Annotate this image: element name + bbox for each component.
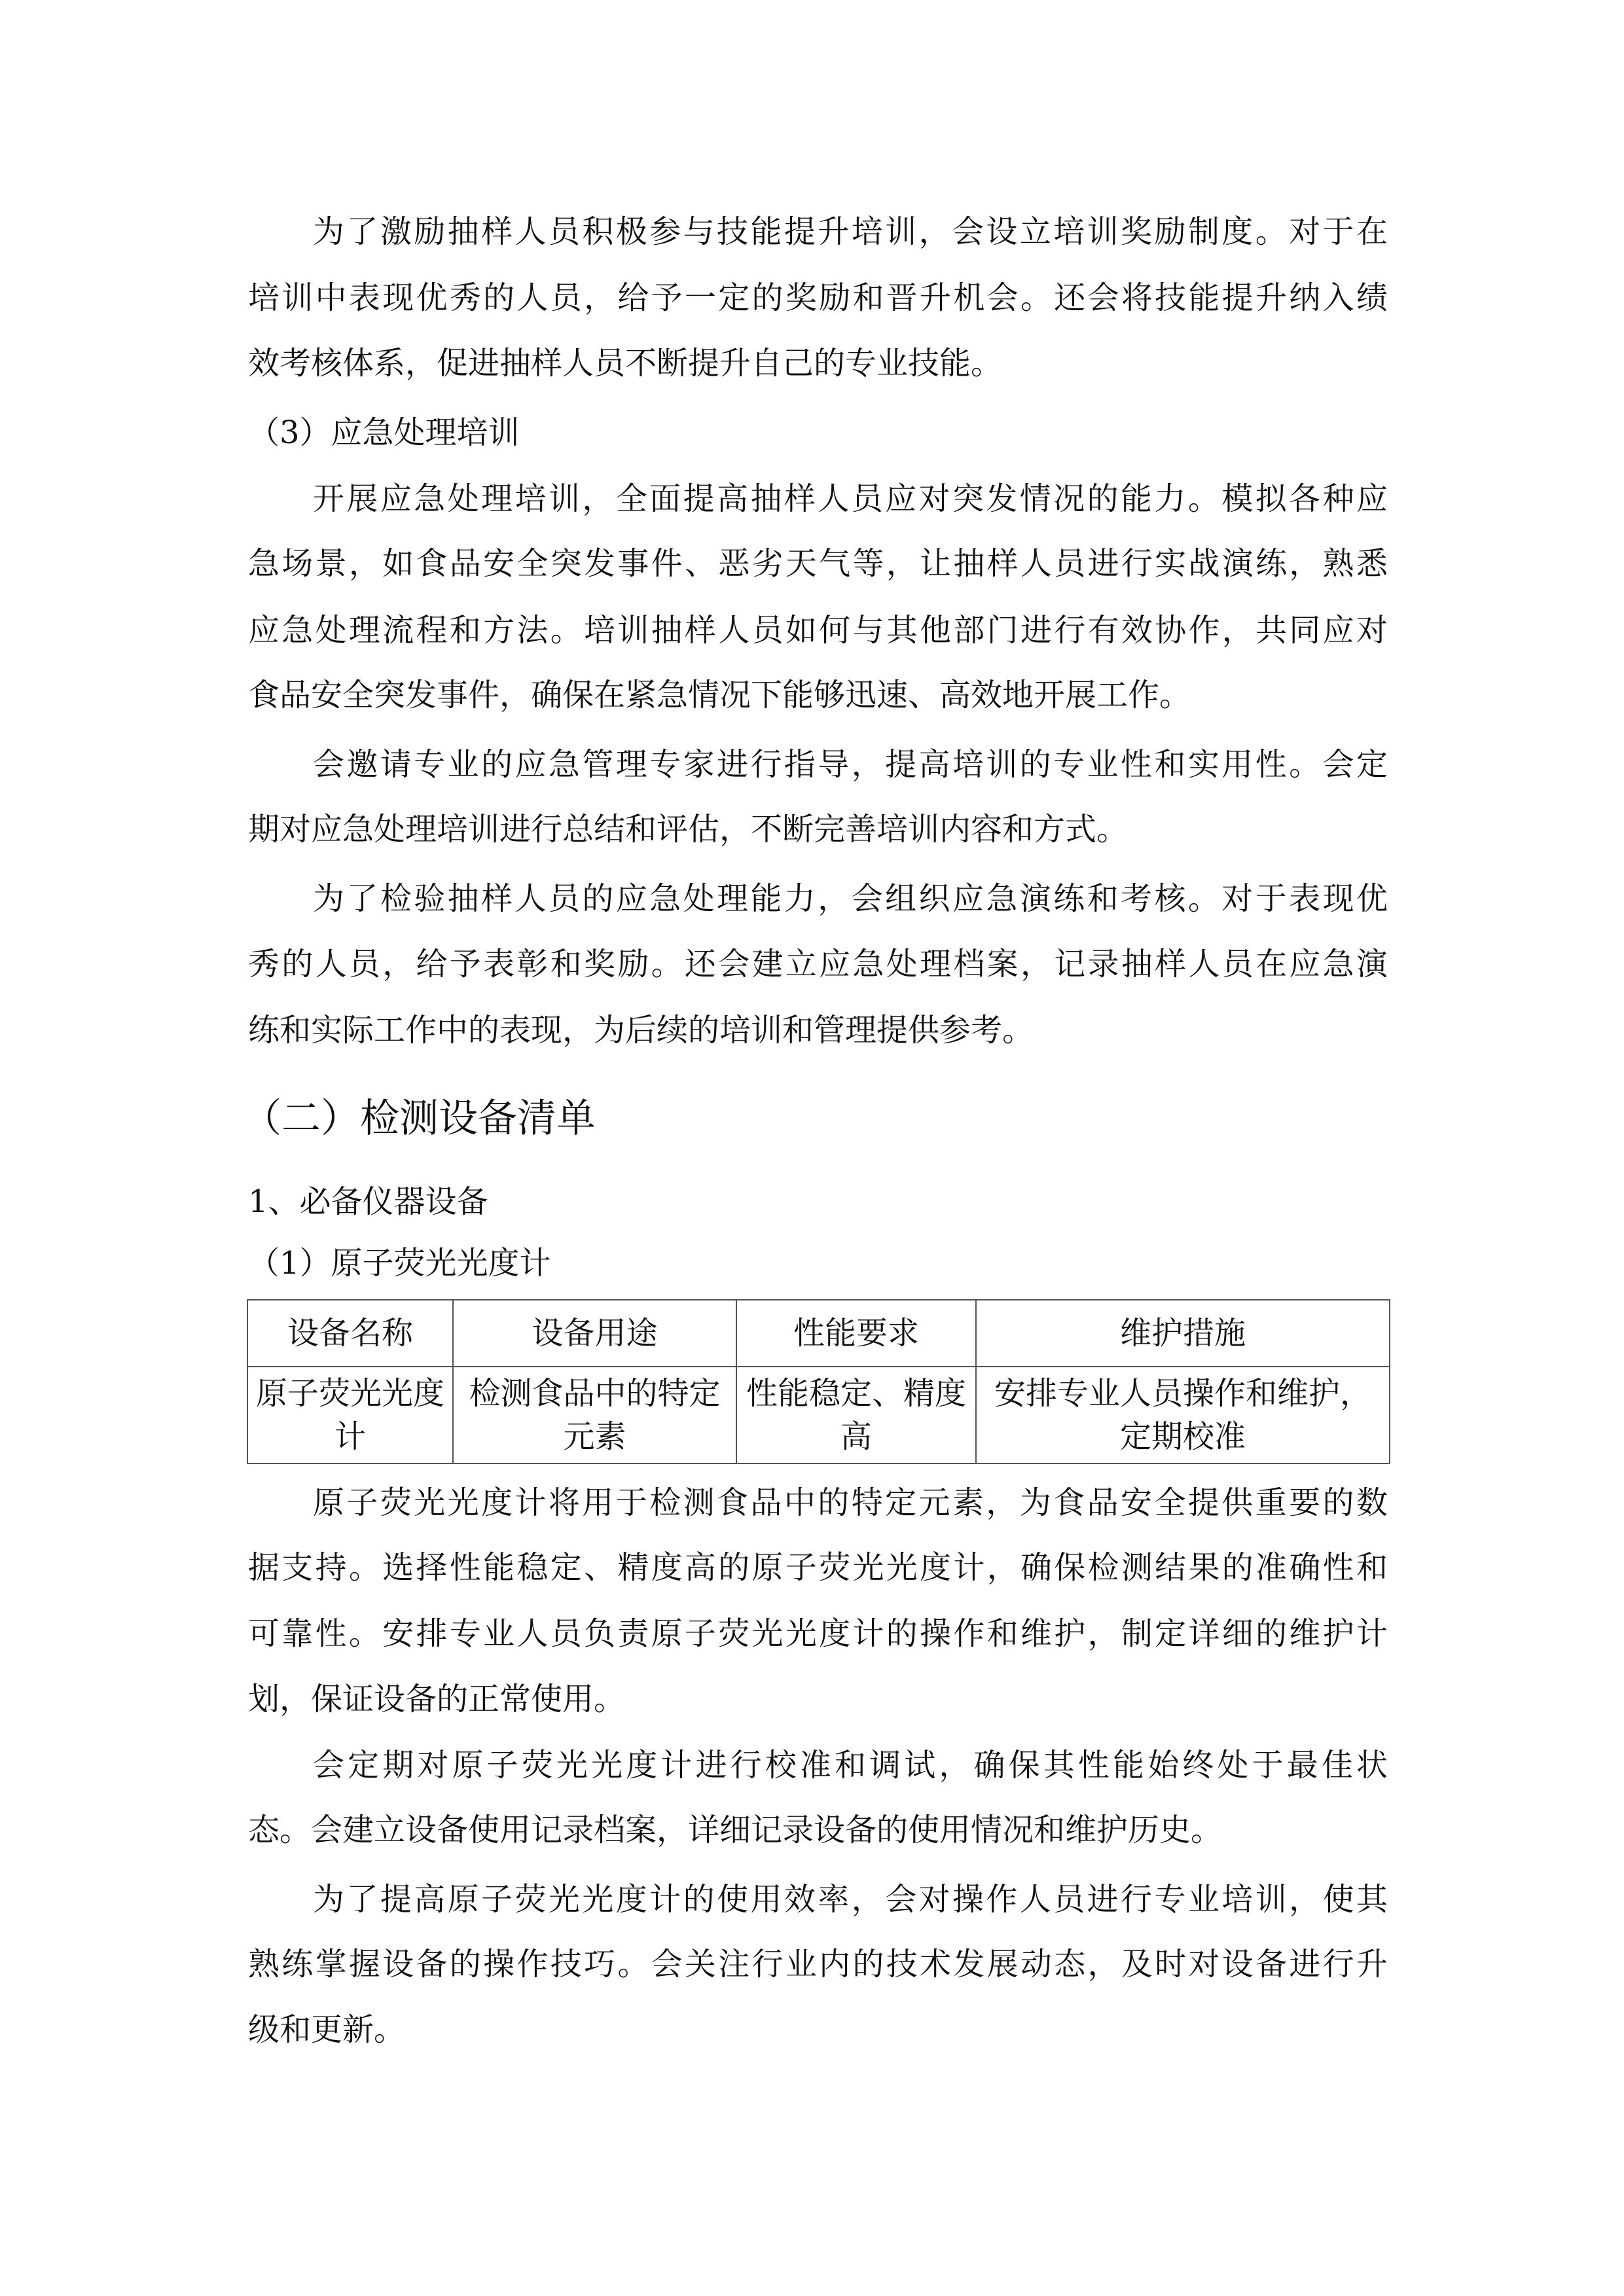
- table-cell: 检测食品中的特定元素: [453, 1367, 736, 1463]
- p-afs-1-line: 可靠性。安排专业人员负责原子荧光光度计的操作和维护，制定详细的维护计: [248, 1615, 1388, 1652]
- p-emergency-3-line: 练和实际工作中的表现，为后续的培训和管理提供参考。: [248, 1012, 1034, 1049]
- table-header-cell: 设备用途: [453, 1300, 736, 1367]
- p-incentive-line: 效考核体系，促进抽样人员不断提升自己的专业技能。: [248, 345, 1003, 382]
- table-header-cell: 设备名称: [247, 1300, 453, 1367]
- p-emergency-1-line: 应急处理流程和方法。培训抽样人员如何与其他部门进行有效协作，共同应对: [248, 612, 1388, 649]
- p-incentive-line: 为了激励抽样人员积极参与技能提升培训，会设立培训奖励制度。对于在: [313, 213, 1388, 250]
- table-cell: 安排专业人员操作和维护，定期校准: [976, 1367, 1390, 1463]
- p-emergency-3-line: 秀的人员，给予表彰和奖励。还会建立应急处理档案，记录抽样人员在应急演: [248, 946, 1388, 982]
- p-afs-2-line: 会定期对原子荧光光度计进行校准和调试，确保其性能始终处于最佳状: [313, 1747, 1388, 1784]
- p-incentive-line: 培训中表现优秀的人员，给予一定的奖励和晋升机会。还会将技能提升纳入绩: [248, 279, 1388, 316]
- h-section-2: （二）检测设备清单: [242, 1096, 596, 1141]
- equipment-table: [247, 1299, 1390, 1464]
- p-emergency-3-line: 为了检验抽样人员的应急处理能力，会组织应急演练和考核。对于表现优: [313, 880, 1388, 917]
- h-afs: （1）原子荧光光度计: [248, 1245, 551, 1282]
- p-emergency-1-line: 急场景，如食品安全突发事件、恶劣天气等，让抽样人员进行实战演练，熟悉: [248, 545, 1388, 582]
- table-row: [247, 1367, 1390, 1463]
- table-header-cell: 性能要求: [736, 1300, 976, 1367]
- p-emergency-1-line: 食品安全突发事件，确保在紧急情况下能够迅速、高效地开展工作。: [248, 677, 1191, 713]
- p-afs-3-line: 为了提高原子荧光光度计的使用效率，会对操作人员进行专业培训，使其: [313, 1881, 1388, 1918]
- p-emergency-2-line: 期对应急处理培训进行总结和评估，不断完善培训内容和方式。: [248, 811, 1128, 848]
- p-afs-1-line: 划，保证设备的正常使用。: [248, 1681, 626, 1717]
- p-afs-1-line: 据支持。选择性能稳定、精度高的原子荧光光度计，确保检测结果的准确性和: [248, 1549, 1388, 1586]
- p-emergency-2-line: 会邀请专业的应急管理专家进行指导，提高培训的专业性和实用性。会定: [313, 746, 1388, 783]
- table-header-row: [247, 1300, 1390, 1367]
- p-afs-3-line: 级和更新。: [248, 2011, 406, 2048]
- p-afs-3-line: 熟练掌握设备的操作技巧。会关注行业内的技术发展动态，及时对设备进行升: [248, 1946, 1388, 1982]
- h-emergency: （3）应急处理培训: [248, 414, 520, 451]
- p-afs-1-line: 原子荧光光度计将用于检测食品中的特定元素，为食品安全提供重要的数: [313, 1484, 1388, 1521]
- p-emergency-1-line: 开展应急处理培训，全面提高抽样人员应对突发情况的能力。模拟各种应: [313, 480, 1388, 517]
- table-header-cell: 维护措施: [976, 1300, 1390, 1367]
- p-afs-2-line: 态。会建立设备使用记录档案，详细记录设备的使用情况和维护历史。: [248, 1812, 1223, 1848]
- table-cell: 性能稳定、精度高: [736, 1367, 976, 1463]
- h-required: 1、必备仪器设备: [248, 1183, 488, 1220]
- table-cell: 原子荧光光度计: [247, 1367, 453, 1463]
